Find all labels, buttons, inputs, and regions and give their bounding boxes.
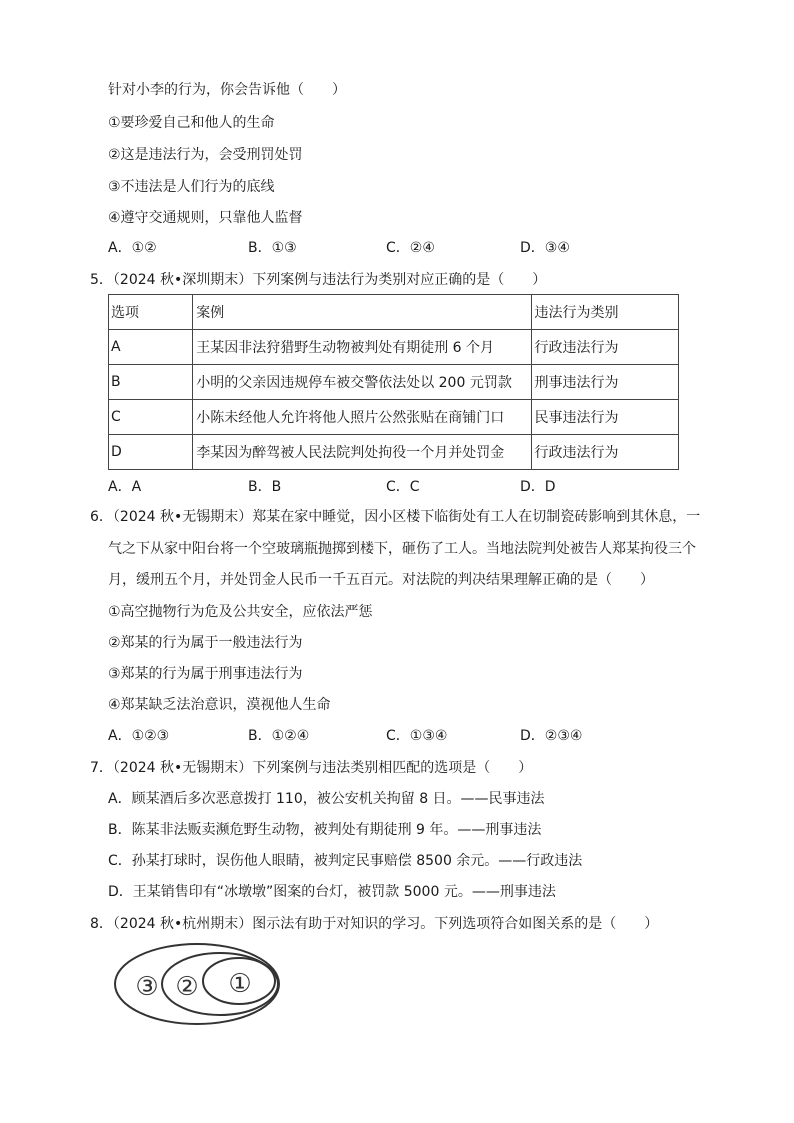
q6-item-3: ③郑某的行为属于刑事违法行为 [108,666,303,682]
q7-stem: 7．（2024 秋•无锡期末）下列案例与违法类别相匹配的选项是（ ） [90,760,533,776]
q5-option-b: B．B [248,479,282,495]
q5-table [108,294,679,470]
q7-option-a: A．顾某酒后多次恶意拨打 110，被公安机关拘留 8 日。——民事违法 [108,791,545,807]
table-cell: 小明的父亲因违规停车被交警依法处以 200 元罚款 [193,365,531,400]
diagram-label-3: ③ [135,972,159,1002]
q6-option-b: B．①②④ [248,728,310,744]
table-cell: 行政违法行为 [531,435,678,470]
q6-option-d: D．②③④ [520,728,583,744]
table-row [109,365,679,400]
table-cell: C [109,400,193,435]
table-cell: 李某因为醉驾被人民法院判处拘役一个月并处罚金 [193,435,531,470]
table-cell: 王某因非法狩猎野生动物被判处有期徒刑 6 个月 [193,330,531,365]
table-header-row [109,295,679,330]
q7-option-b: B．陈某非法贩卖濒危野生动物，被判处有期徒刑 9 年。——刑事违法 [108,822,542,838]
q4-item-2: ②这是违法行为，会受刑罚处罚 [108,147,303,163]
q7-option-c: C．孙某打球时，误伤他人眼睛，被判定民事赔偿 8500 余元。——行政违法 [108,853,583,869]
q8-stem: 8．（2024 秋•杭州期末）图示法有助于对知识的学习。下列选项符合如图关系的是（ ） [90,916,659,932]
q6-stem-line-3: 月，缓刑五个月，并处罚金人民币一千五百元。对法院的判决结果理解正确的是（ ） [108,572,654,588]
q4-stem: 针对小李的行为，你会告诉他（ ） [108,82,346,98]
table-cell: B [109,365,193,400]
q4-option-d: D．③④ [520,240,570,256]
q4-item-4: ④遵守交通规则，只靠他人监督 [108,210,303,226]
q6-option-a: A．①②③ [108,728,170,744]
table-cell: 民事违法行为 [531,400,678,435]
nested-ellipse-diagram [112,940,284,1028]
table-header-cell: 违法行为类别 [531,295,678,330]
table-row [109,435,679,470]
q4-option-b: B．①③ [248,240,297,256]
q4-item-1: ①要珍爱自己和他人的生命 [108,115,275,131]
q7-option-d: D．王某销售印有“冰墩墩”图案的台灯，被罚款 5000 元。——刑事违法 [108,884,556,900]
q5-stem: 5．（2024 秋•深圳期末）下列案例与违法行为类别对应正确的是（ ） [90,272,547,288]
q4-item-3: ③不违法是人们行为的底线 [108,179,275,195]
diagram-label-1: ① [228,969,252,999]
q5-option-a: A．A [108,479,142,495]
table-header-cell: 选项 [109,295,193,330]
q4-option-c: C．②④ [386,240,435,256]
table-row [109,330,679,365]
table-header-cell: 案例 [193,295,531,330]
table-cell: 刑事违法行为 [531,365,678,400]
q4-option-a: A．①② [108,240,157,256]
table-cell: A [109,330,193,365]
q6-item-4: ④郑某缺乏法治意识，漠视他人生命 [108,697,331,713]
q6-item-1: ①高空抛物行为危及公共安全，应依法严惩 [108,604,373,620]
table-cell: 行政违法行为 [531,330,678,365]
diagram-label-2: ② [175,972,199,1002]
table-cell: 小陈未经他人允许将他人照片公然张贴在商铺门口 [193,400,531,435]
q5-option-c: C．C [386,479,420,495]
table-row [109,400,679,435]
q6-stem-line-1: 6．（2024 秋•无锡期末）郑某在家中睡觉，因小区楼下临街处有工人在切制瓷砖影响到其休息，一 [90,509,701,525]
q6-option-c: C．①③④ [386,728,448,744]
table-cell: D [109,435,193,470]
q6-stem-line-2: 气之下从家中阳台将一个空玻璃瓶抛掷到楼下，砸伤了工人。当地法院判处被告人郑某拘役三个 [108,541,696,557]
q6-item-2: ②郑某的行为属于一般违法行为 [108,635,303,651]
q5-option-d: D．D [520,479,556,495]
